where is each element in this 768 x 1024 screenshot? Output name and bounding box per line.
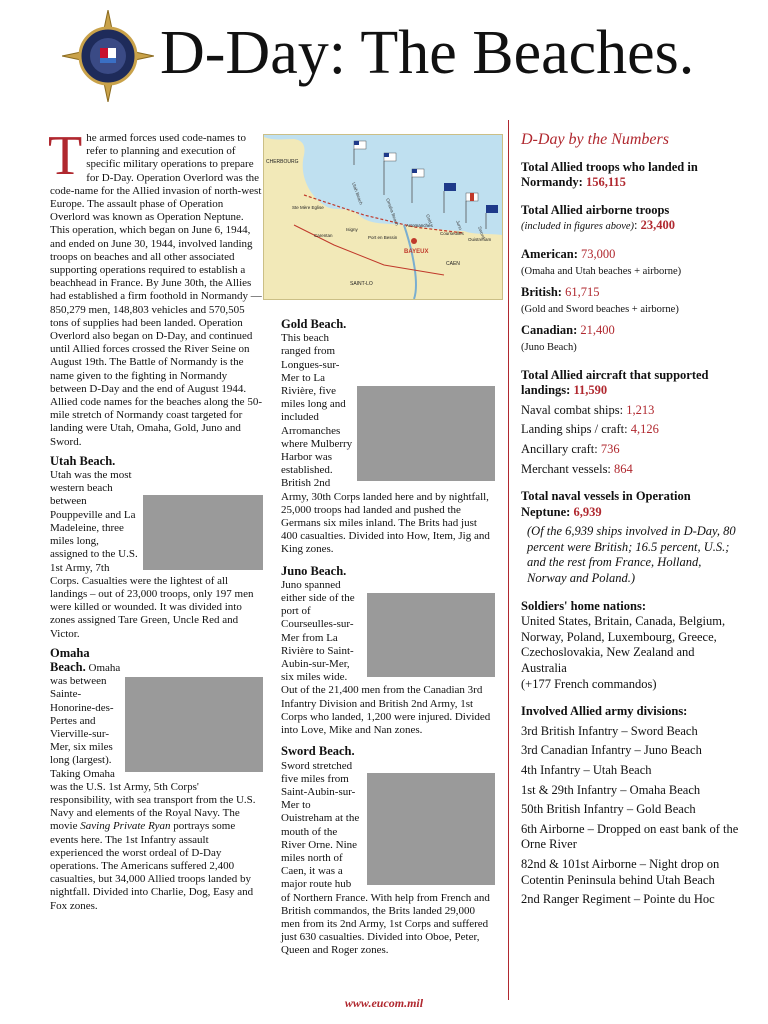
ship-item	[521, 442, 739, 458]
map-label-arromanches: Arromanches	[406, 223, 433, 228]
troops-label: Total Allied troops who landed in Normandy:	[521, 159, 698, 190]
ship-item	[521, 422, 739, 438]
ship-value: 736	[600, 441, 620, 456]
naval-label: Total naval vessels in Operation Neptune:	[521, 489, 691, 519]
utah-heading: Utah Beach.	[50, 453, 116, 468]
gold-heading: Gold Beach.	[281, 317, 347, 331]
map-label-cherbourg: CHERBOURG	[266, 159, 299, 165]
american-label: American:	[521, 246, 578, 261]
ship-label: Landing ships / craft:	[521, 422, 628, 437]
aircraft-label: Total Allied aircraft that supported landings:	[521, 367, 709, 398]
sword-section	[281, 745, 495, 957]
map-label-ouistreham: Ouistreham	[468, 237, 492, 242]
ship-value: 864	[614, 461, 633, 476]
omaha-heading: Omaha Beach.	[50, 645, 90, 674]
ships-list	[521, 403, 739, 477]
naval-value: 6,939	[573, 504, 602, 519]
omaha-text-1: Omaha was between Sainte-Honorine-des-Pertes and Vierville-sur-Mer, six miles long (largest). Taking Omaha was the U.S. 1st Army, 5th Corps' responsibility, with sea transport from the U.S. Navy and elements of the Royal Navy. The movie	[50, 661, 256, 833]
footer-url-link[interactable]: www.eucom.mil	[344, 996, 424, 1010]
ship-label: Naval combat ships:	[521, 402, 624, 417]
airborne-note: (included in figures above)	[521, 221, 635, 233]
gold-section	[281, 318, 495, 557]
map-label-isigny: Isigny	[346, 227, 358, 232]
nations-text: United States, Britain, Canada, Belgium, Norway, Poland, Luxembourg, Greece, Czechoslovakia, New Zealand and Australia	[521, 614, 726, 676]
movie-title: Saving Private Ryan	[80, 820, 171, 833]
map-label-omaha: Omaha Beach	[385, 197, 400, 227]
british-stat	[521, 285, 739, 317]
intro-paragraph	[48, 125, 263, 449]
american-note: (Omaha and Utah beaches + airborne)	[521, 265, 682, 277]
naval-stat	[521, 489, 739, 520]
column-middle	[281, 318, 495, 958]
map-label-port-en-bessin: Port en Bessin	[368, 235, 398, 240]
map-label-juno: Juno	[455, 219, 464, 231]
map-label-carentan: Carentan	[314, 233, 333, 238]
sword-text: Sword stretched five miles from Saint-Aubin-sur-Mer to Ouistreham at the mouth of the River Orne. Nine miles north of Caen, it was a major route hub of Northern France. With help from French and British commandos, the Brits landed 29,000 men from its 2nd Army, 1st Corps and suffered just 630 casualties. Divided into Oboe, Peter, Queen and Roger zones.	[281, 759, 490, 957]
numbers-sidebar	[508, 120, 739, 1000]
ship-label: Ancillary craft:	[521, 441, 598, 456]
division-item: 82nd & 101st Airborne – Night drop on Cotentin Peninsula behind Utah Beach	[521, 856, 720, 887]
gold-beach-photo	[357, 386, 495, 481]
column-left	[48, 125, 263, 913]
british-value: 61,715	[565, 285, 600, 300]
division-item: 1st & 29th Infantry – Omaha Beach	[521, 782, 701, 797]
nations-label: Soldiers' home nations:	[521, 598, 647, 613]
utah-section	[50, 455, 263, 641]
map-label-bayeux: BAYEUX	[404, 249, 429, 255]
ship-label: Merchant vessels:	[521, 461, 611, 476]
intro-text: he armed forces used code-names to refer to planning and execution of specific military operations to prepare for D-Day. Operation Overlord was the code-name for the Allied invasion of north-west Europe. The assault phase of Operation Overlord was known as Operation Neptune. This operation, which began on June 6, 1944, and ended on June 30, 1944, involved landing troops on beaches and all other associated supporting operations required to establish a beachhead in France. By June 30th, the Allies had established a firm foothold in Normandy — 850,279 men, 148,803 vehicles and 570,505 tons of supplies had been landed. Operation Overlord also began on D-Day, and continued until Allied forces crossed the River Seine on August 19th. The Battle of Normandy is the name given to the fighting in Normandy between D-Day and the end of August 1944. Allied code names for the beaches along the 50-mile stretch of Normandy coast targeted for landing were Utah, Omaha, Gold, Juno and Sword.	[50, 132, 262, 448]
ship-value: 4,126	[630, 422, 659, 437]
sidebar-heading: D-Day by the Numbers	[521, 131, 669, 148]
map-label-caen: CAEN	[446, 261, 460, 267]
utah-text: Utah was the most western beach between Pouppeville and La Madeleine, three miles long, assigned to the U.S. 1st Army, 7th Corps. Casualties were the lightest of all landings – out of 23,000 troops, only 197 men were killed or wounded. It was divided into zones assigned Tare Green, Uncle Red and Victor.	[50, 469, 254, 640]
division-item: 6th Airborne – Dropped on east bank of the Orne River	[521, 821, 739, 852]
ship-item	[521, 462, 739, 478]
aircraft-stat	[521, 368, 739, 399]
canadian-value: 21,400	[580, 323, 615, 338]
canadian-note: (Juno Beach)	[521, 341, 577, 353]
ship-item	[521, 403, 739, 419]
airborne-value: 23,400	[640, 218, 676, 233]
juno-text: Juno spanned either side of the port of Courseulles-sur-Mer from La Rivière to Saint-Aubin-sur-Mer, six miles wide. Out of the 21,400 men from the Canadian 3rd Infantry Division and British 2nd Army, 1st Corps who landed, 1,200 were injured. Divided into Love, Mike and Nan zones.	[281, 578, 491, 737]
divisions-label: Involved Allied army divisions:	[521, 704, 688, 719]
normandy-map	[263, 134, 503, 300]
juno-section	[281, 565, 495, 738]
british-note: (Gold and Sword beaches + airborne)	[521, 303, 679, 315]
canadian-stat	[521, 323, 739, 355]
airborne-label: Total Allied airborne troops	[521, 202, 670, 217]
airborne-stat: Total Allied airborne troops (included in figures above): 23,400	[521, 202, 676, 233]
utah-beach-photo	[143, 495, 263, 570]
sword-beach-photo	[367, 773, 495, 885]
omaha-beach-photo	[125, 677, 263, 772]
division-item: 3rd Canadian Infantry – Juno Beach	[521, 743, 702, 758]
eucom-emblem-icon	[62, 10, 154, 102]
juno-beach-photo	[367, 593, 495, 677]
map-label-ste-mere: Ste Mère Eglise	[292, 205, 324, 210]
division-item: 4th Infantry – Utah Beach	[521, 763, 652, 777]
british-label: British:	[521, 285, 562, 300]
troops-stat	[521, 160, 739, 191]
map-label-utah: Utah Beach	[351, 181, 364, 206]
map-label-courseulles: Courseulles	[440, 231, 464, 236]
troops-value: 156,115	[585, 175, 626, 190]
division-item: 50th British Infantry – Gold Beach	[521, 802, 696, 817]
page-title: D-Day: The Beaches.	[160, 19, 695, 87]
ship-value: 1,213	[626, 402, 655, 417]
american-stat	[521, 247, 739, 279]
canadian-label: Canadian:	[521, 323, 578, 338]
map-label-gold: Gold	[425, 213, 434, 225]
divisions-stat	[521, 704, 739, 908]
sword-heading: Sword Beach.	[281, 744, 355, 759]
nations-extra: (+177 French commandos)	[521, 676, 657, 691]
aircraft-value: 11,590	[573, 383, 608, 398]
gold-text: This beach ranged from Longues-sur-Mer to La Rivière, five miles long and included Arromanches where Mulberry Harbor was established. British 2nd Army, 30th Corps landed here and by nightfall, 25,000 troops had landed and pushed the Germans six miles inland. The Brits had just 400 casualties. Divided into How, Item, Jig and King zones.	[281, 332, 490, 556]
map-label-saint-lo: SAINT-LO	[350, 281, 373, 287]
map-label-sword: Sword	[477, 225, 487, 240]
division-item: 2nd Ranger Regiment – Pointe du Hoc	[521, 892, 715, 907]
omaha-section	[50, 647, 263, 913]
american-value: 73,000	[581, 246, 616, 261]
division-item: 3rd British Infantry – Sword Beach	[521, 723, 698, 738]
omaha-text-2: portrays some events here. The 1st Infantry assault experienced the worst ordeal of D-Day operations. The Americans suffered 2,400 casualties, but 34,000 Allied troops landed by nightfall. Divided into Charlie, Dog, Easy and Fox zones.	[50, 820, 254, 912]
juno-heading: Juno Beach.	[281, 563, 347, 578]
naval-note: (Of the 6,939 ships involved in D-Day, 80 percent were British; 16.5 percent, U.S.; and the rest from France, Holland, Norway and Poland.)	[527, 524, 736, 586]
drop-cap: T	[48, 125, 83, 187]
nations-stat	[521, 599, 739, 693]
